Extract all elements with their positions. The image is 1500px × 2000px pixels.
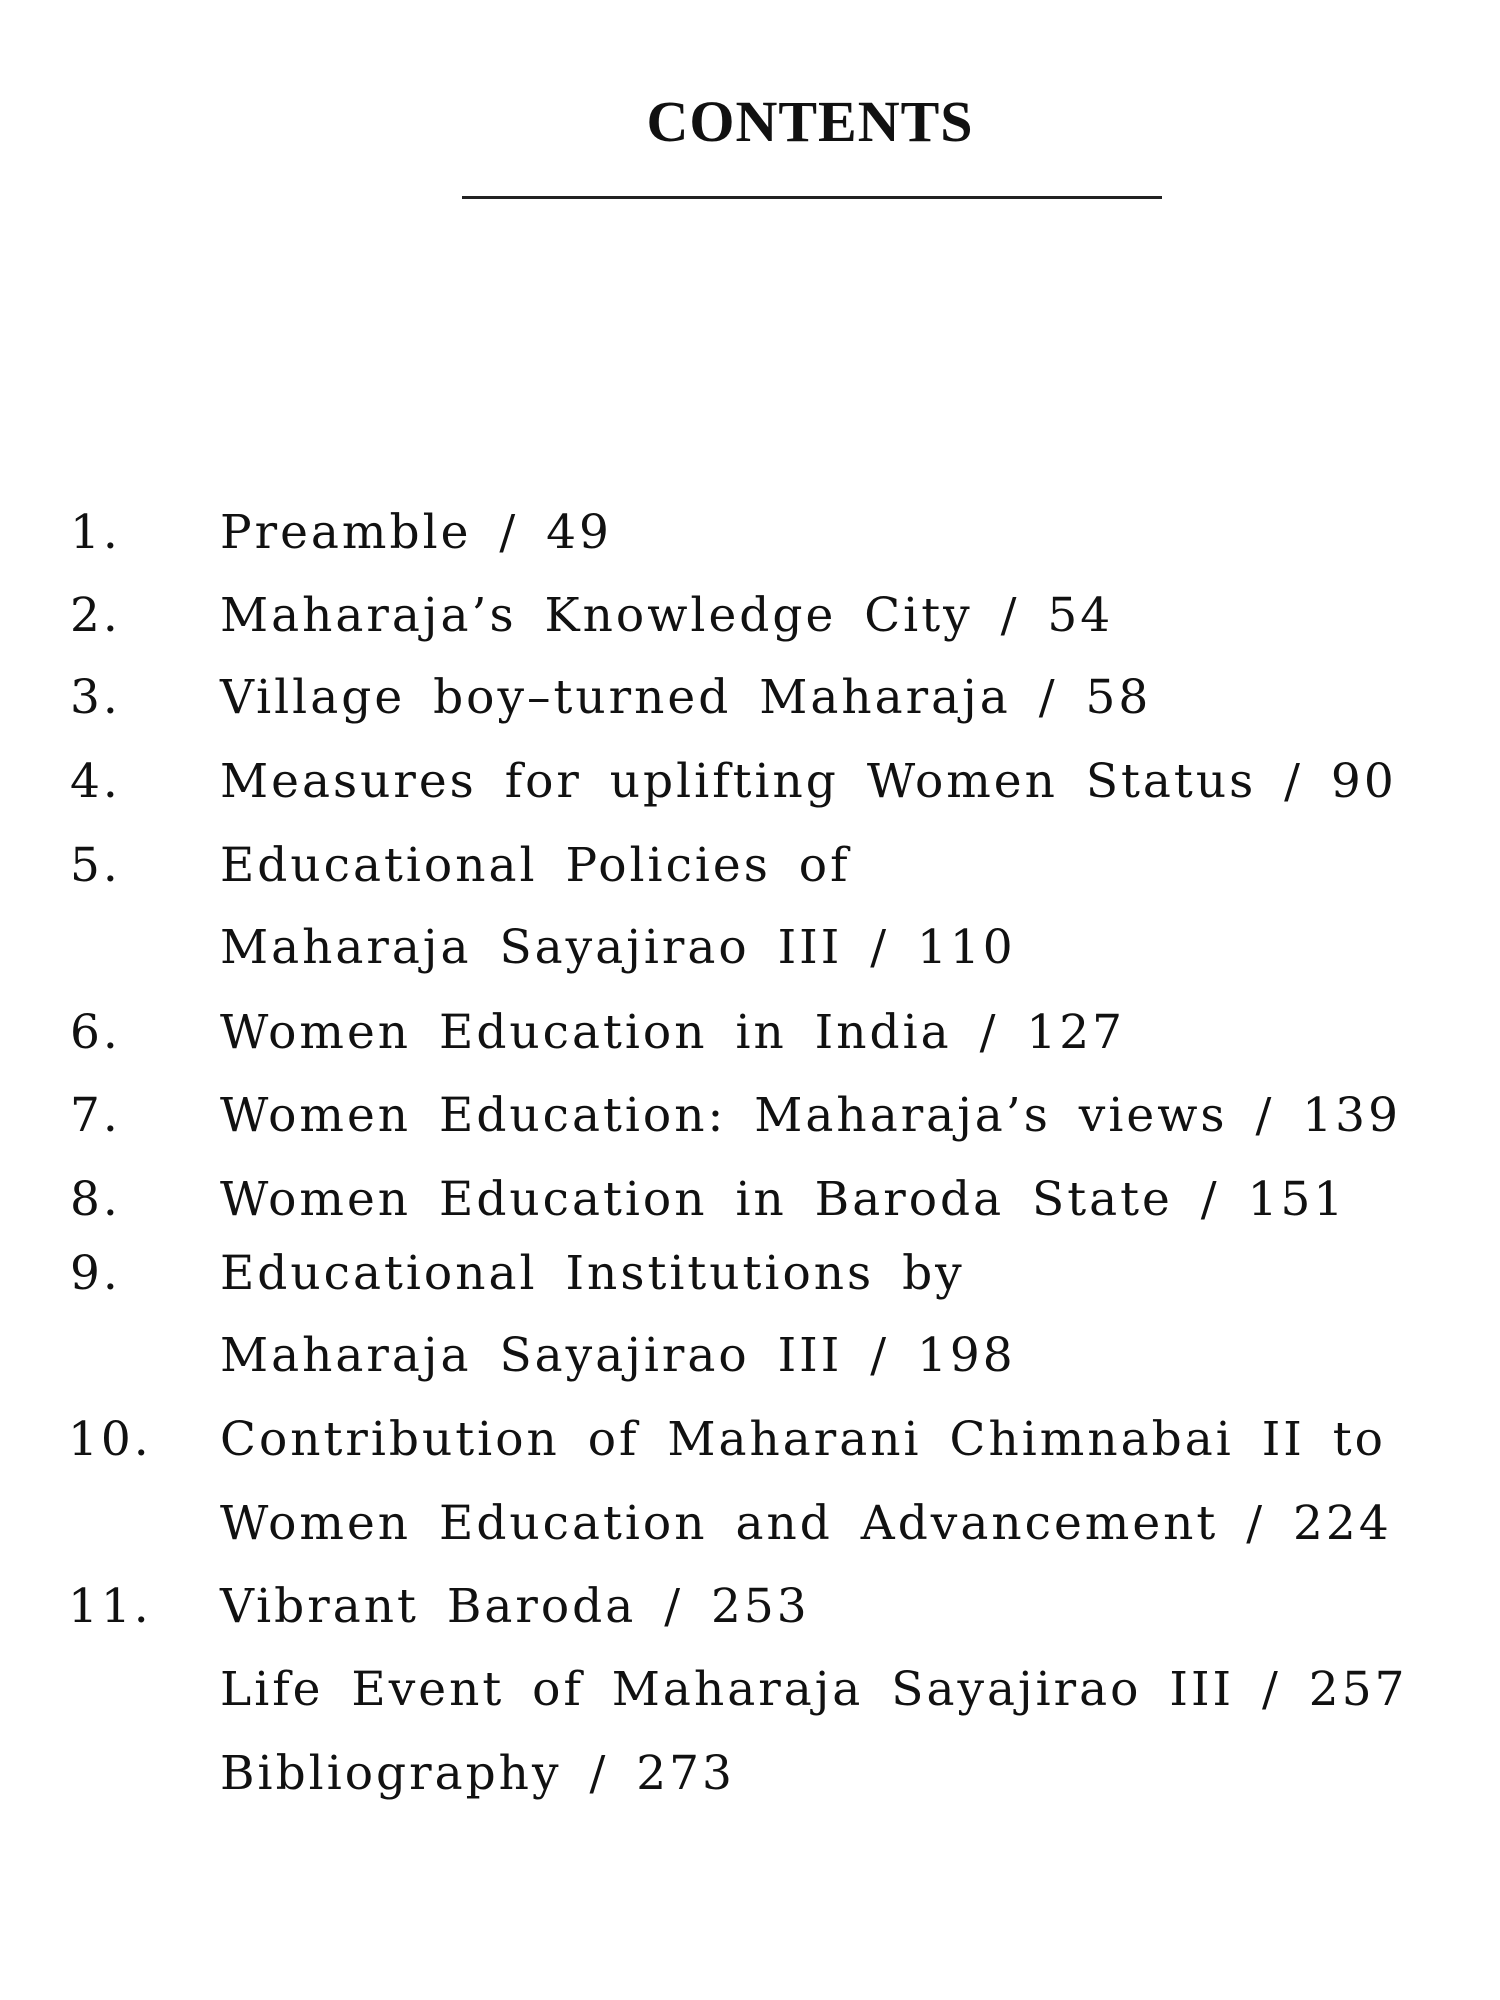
title-underline xyxy=(462,196,1162,199)
toc-entry xyxy=(0,668,1500,728)
toc-entry xyxy=(0,586,1500,646)
toc-entry-number: 10. xyxy=(68,1412,152,1467)
toc-entry-number: 8. xyxy=(70,1172,121,1227)
toc-entry-title: Women Education in India / 127 xyxy=(220,1005,1126,1060)
toc-entry xyxy=(0,1003,1500,1063)
toc-entry-number: 9. xyxy=(70,1246,121,1301)
toc-entry-title: Educational Policies of xyxy=(220,838,851,893)
toc-entry-number: 2. xyxy=(70,588,121,643)
toc-entry-title: Preamble / 49 xyxy=(220,505,612,560)
toc-entry-title: Life Event of Maharaja Sayajirao III / 257 xyxy=(220,1662,1408,1717)
toc-entry-title: Women Education: Maharaja’s views / 139 xyxy=(220,1088,1401,1143)
toc-entry-title: Educational Institutions by xyxy=(220,1246,965,1301)
toc-entry-continuation xyxy=(0,918,1500,978)
toc-entry xyxy=(0,1410,1500,1470)
toc-entry-title: Measures for uplifting Women Status / 90 xyxy=(220,754,1397,809)
toc-entry-number: 4. xyxy=(70,754,121,809)
toc-entry-title: Women Education and Advancement / 224 xyxy=(220,1496,1392,1551)
toc-entry xyxy=(0,1086,1500,1146)
toc-entry xyxy=(0,503,1500,563)
toc-entry xyxy=(0,1170,1500,1230)
toc-entry-title: Bibliography / 273 xyxy=(220,1746,735,1801)
toc-entry-number: 5. xyxy=(70,838,121,893)
toc-entry xyxy=(0,836,1500,896)
toc-entry-number: 3. xyxy=(70,670,121,725)
toc-entry-continuation xyxy=(0,1326,1500,1386)
toc-entry xyxy=(0,1577,1500,1637)
toc-entry-title: Maharaja’s Knowledge City / 54 xyxy=(220,588,1114,643)
toc-entry-title: Women Education in Baroda State / 151 xyxy=(220,1172,1347,1227)
page-title: CONTENTS xyxy=(646,89,974,154)
toc-entry xyxy=(0,1244,1500,1304)
toc-entry-title: Maharaja Sayajirao III / 110 xyxy=(220,920,1016,975)
toc-entry-number: 7. xyxy=(70,1088,121,1143)
toc-entry xyxy=(0,752,1500,812)
toc-entry-title: Maharaja Sayajirao III / 198 xyxy=(220,1328,1016,1383)
toc-entry-number: 1. xyxy=(70,505,121,560)
toc-entry xyxy=(0,1660,1500,1720)
toc-entry-title: Village boy–turned Maharaja / 58 xyxy=(220,670,1152,725)
toc-entry-title: Contribution of Maharani Chimnabai II to xyxy=(220,1412,1386,1467)
toc-entry xyxy=(0,1744,1500,1804)
toc-entry-number: 11. xyxy=(68,1579,152,1634)
toc-entry-continuation xyxy=(0,1494,1500,1554)
toc-entry-number: 6. xyxy=(70,1005,121,1060)
toc-entry-title: Vibrant Baroda / 253 xyxy=(220,1579,810,1634)
